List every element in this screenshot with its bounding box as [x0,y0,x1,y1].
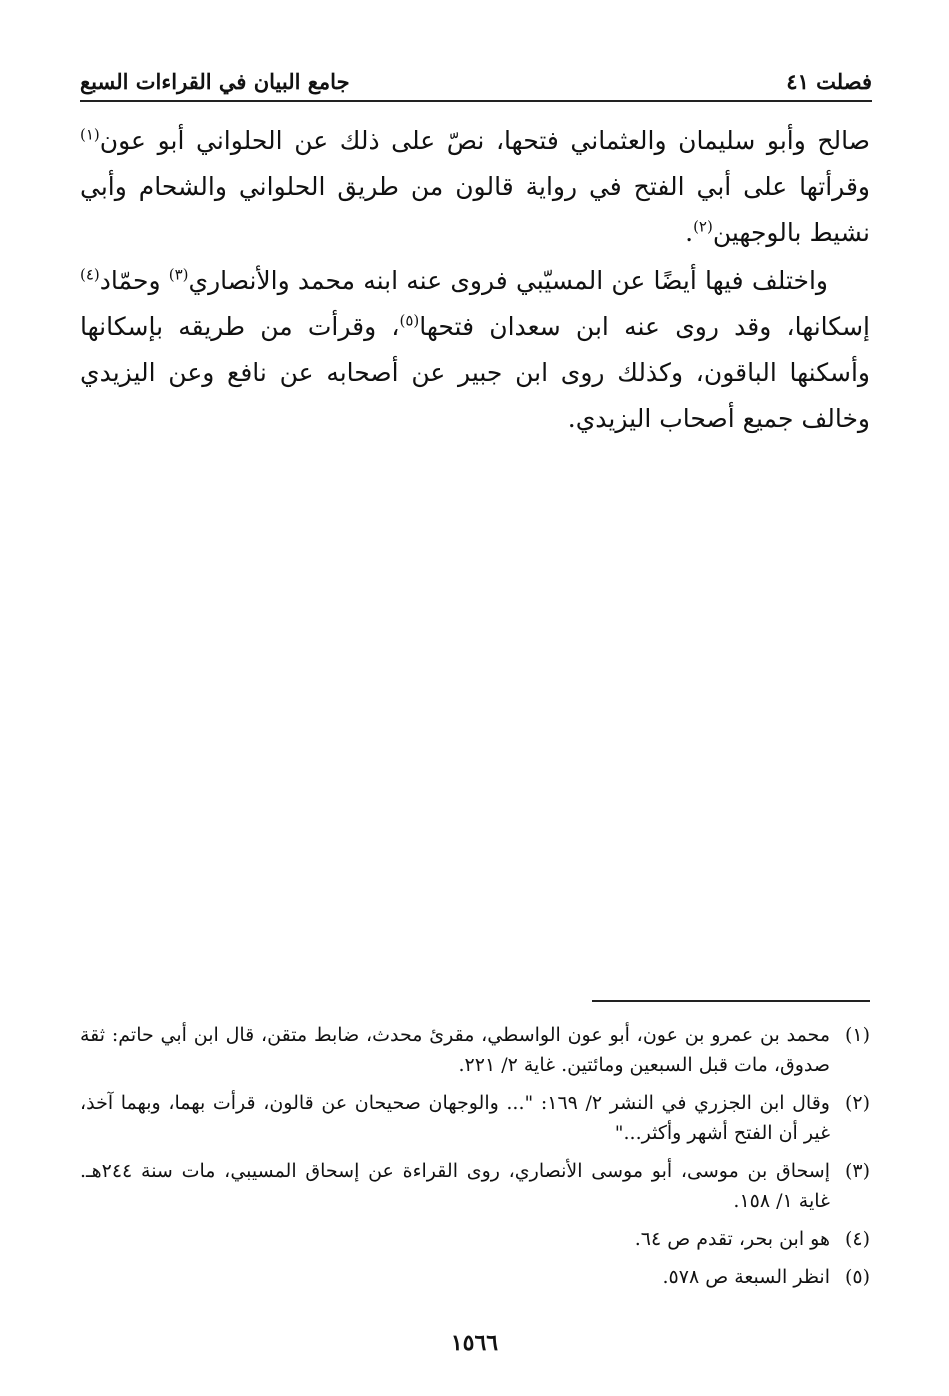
chapter-title: فصلت ٤١ [786,69,872,94]
paragraph-2 [80,258,870,442]
running-header [80,56,872,102]
footnote-ref-4: (٤) [80,265,100,284]
paragraph-2-part-a: واختلف فيها أيضًا عن المسيّبي فروى عنه ابنه محمد والأنصاري [188,266,828,295]
footnote-ref-1: (١) [80,125,100,144]
footnote [80,1088,870,1148]
footnote-text: انظر السبعة ص ٥٧٨. [662,1266,830,1288]
footnote-divider [592,1000,870,1002]
footnote [80,1020,870,1080]
paragraph-2-part-c: إسكانها، وقد روى عنه ابن سعدان فتحها [419,312,870,341]
paragraph-1-part-c: . [685,218,694,247]
footnote-ref-2: (٢) [693,217,713,236]
footnote [80,1224,870,1254]
footnote-number: (٥) [844,1266,870,1288]
footnote-ref-3: (٣) [168,265,189,284]
footnote-ref-5: (٥) [399,311,420,330]
footnote-text: محمد بن عمرو بن عون، أبو عون الواسطي، مقرئ محدث، ضابط متقن، قال ابن أبي حاتم: ثقة صدوق، مات قبل السبعين ومائتين. غاية ٢/ ٢٢١. [80,1024,830,1076]
paragraph-1-part-a: صالح وأبو سليمان والعثماني فتحها، نصّ على ذلك عن الحلواني أبو عون [99,126,871,155]
footnote-number: (٣) [844,1160,870,1182]
footnote-text: هو ابن بحر، تقدم ص ٦٤. [634,1228,830,1250]
paragraph-2-part-d: ، وقرأت من طريقه بإسكانها وأسكنها الباقون، وكذلك روى ابن جبير عن أصحابه عن نافع وعن اليزيدي وخالف جميع أصحاب اليزيدي. [80,312,870,433]
footnote [80,1262,870,1292]
main-text [80,118,870,444]
footnote-number: (٤) [844,1228,870,1250]
book-title: جامع البيان في القراءات السبع [80,69,350,94]
footnote [80,1156,870,1216]
footnotes [80,1020,870,1300]
paragraph-2-part-b: وحمّاد [99,266,169,295]
page-number: ١٥٦٦ [450,1330,499,1356]
footnote-number: (٢) [844,1092,870,1114]
footnote-text: وقال ابن الجزري في النشر ٢/ ١٦٩: "... والوجهان صحيحان عن قالون، قرأت بهما، وبهما آخذ، غير أن الفتح أشهر وأكثر..." [80,1092,830,1144]
paragraph-1-part-b: وقرأتها على أبي الفتح في رواية قالون من طريق الحلواني والشحام وأبي نشيط بالوجهين [80,172,870,247]
paragraph-1 [80,118,870,256]
footnote-text: إسحاق بن موسى، أبو موسى الأنصاري، روى القراءة عن إسحاق المسيبي، مات سنة ٢٤٤هـ. غاية ١/ ١٥٨. [80,1160,830,1212]
footnote-number: (١) [844,1024,870,1046]
